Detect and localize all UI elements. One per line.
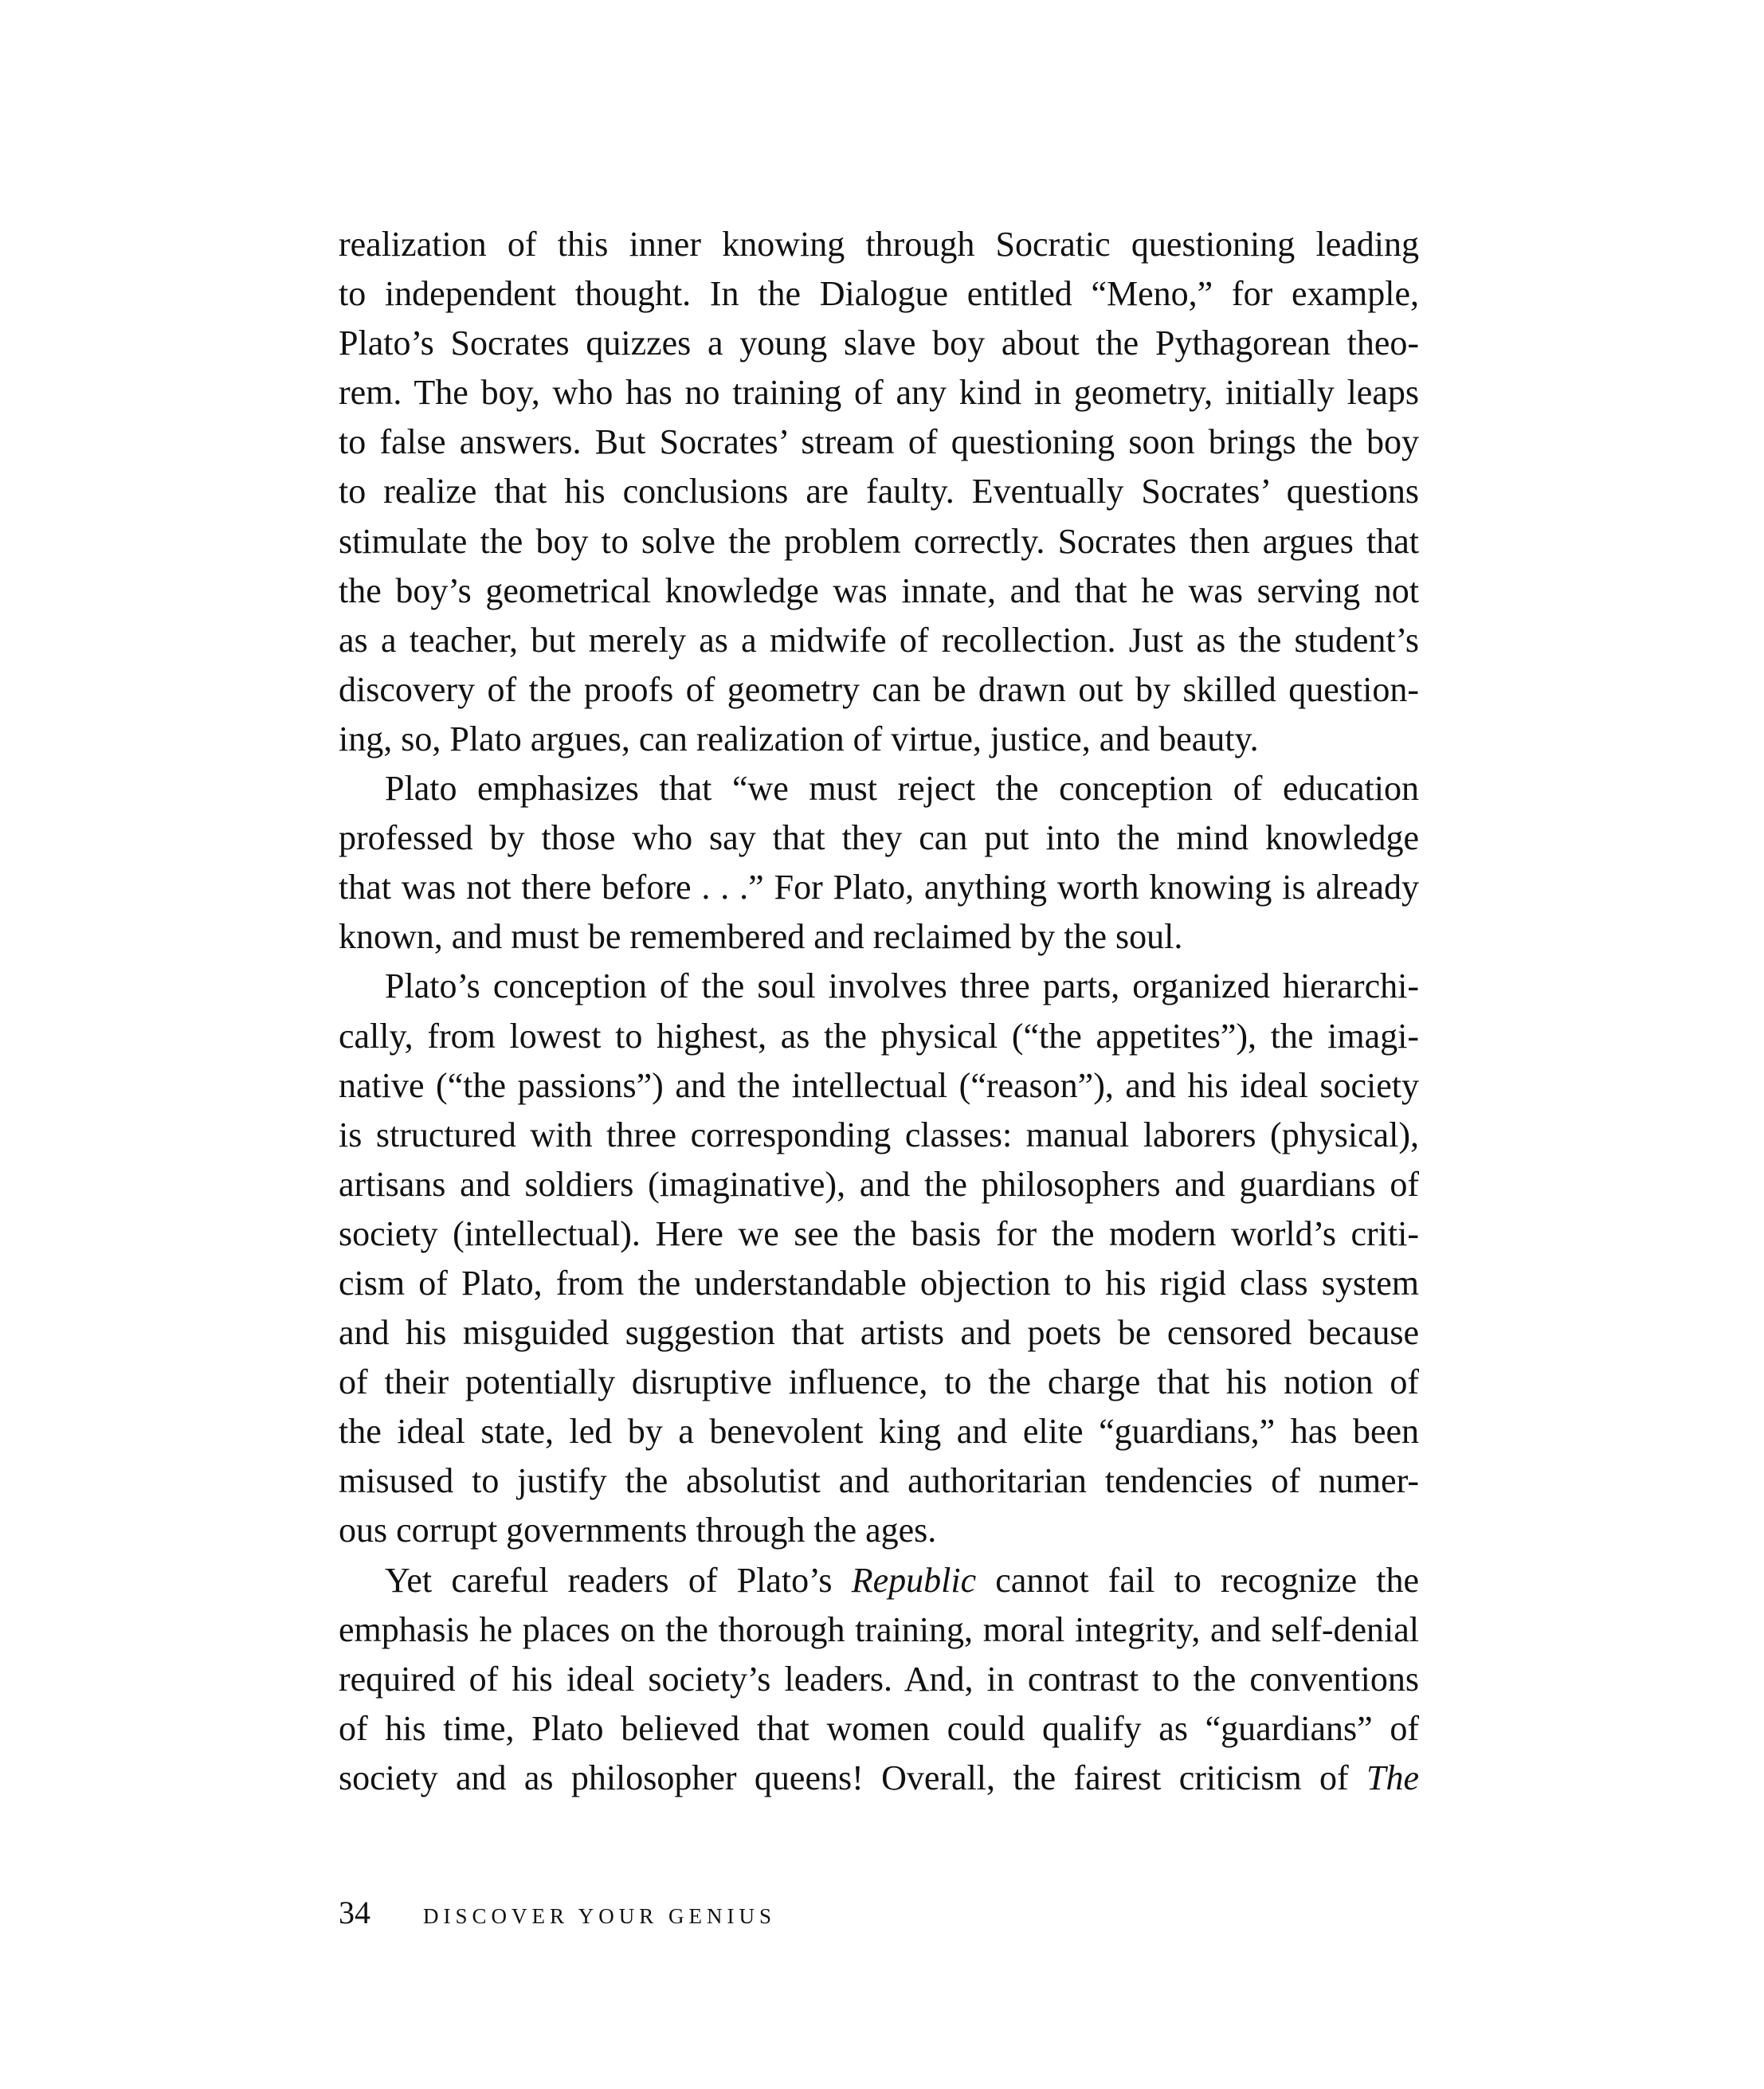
- text-line: Plato’s conception of the soul involves three parts, organized hierarchi-: [385, 966, 1419, 1006]
- text-line: professed by those who say that they can put into the mind knowledge: [339, 818, 1419, 858]
- text-run: cannot fail to recognize the: [976, 1560, 1419, 1600]
- running-head: DISCOVER YOUR GENIUS: [423, 1904, 777, 1928]
- text-line: cism of Plato, from the understandable objection to his rigid class system: [339, 1263, 1419, 1303]
- text-line: native (“the passions”) and the intellectual (“reason”), and his ideal society: [339, 1065, 1419, 1105]
- text-line: as a teacher, but merely as a midwife of recollection. Just as the student’s: [339, 620, 1419, 660]
- text-line: ous corrupt governments through the ages.: [339, 1511, 937, 1550]
- text-run: society and as philosopher queens! Overall, the fairest criticism of: [339, 1758, 1366, 1797]
- text-line: cally, from lowest to highest, as the physical (“the appetites”), the imagi-: [339, 1016, 1419, 1056]
- text-line: [339, 1556, 1419, 1605]
- paragraph-3: [339, 962, 1419, 1555]
- text-line: known, and must be remembered and reclaimed by the soul.: [339, 917, 1183, 957]
- paragraph-4: [339, 1556, 1419, 1803]
- book-title-the: The: [1366, 1758, 1419, 1797]
- page-footer: [339, 1893, 776, 1933]
- paragraph-1: [339, 220, 1419, 764]
- text-line: stimulate the boy to solve the problem correctly. Socrates then argues that: [339, 521, 1419, 561]
- text-line: artisans and soldiers (imaginative), and the philosophers and guardians of: [339, 1164, 1419, 1204]
- text-line: to false answers. But Socrates’ stream of questioning soon brings the boy: [339, 422, 1419, 462]
- text-line: of their potentially disruptive influence, to the charge that his notion of: [339, 1362, 1419, 1402]
- text-line: ing, so, Plato argues, can realization of virtue, justice, and beauty.: [339, 719, 1259, 758]
- text-line: Plato’s Socrates quizzes a young slave boy about the Pythagorean theo-: [339, 323, 1419, 363]
- paragraph-2: [339, 764, 1419, 962]
- text-line: realization of this inner knowing through Socratic questioning leading: [339, 225, 1419, 264]
- text-line: to realize that his conclusions are faulty. Eventually Socrates’ questions: [339, 472, 1419, 511]
- text-line: and his misguided suggestion that artists and poets be censored because: [339, 1313, 1419, 1353]
- text-line: society (intellectual). Here we see the basis for the modern world’s criti-: [339, 1213, 1419, 1253]
- text-line: Plato emphasizes that “we must reject the conception of education: [385, 769, 1419, 809]
- body-text: [339, 220, 1419, 1803]
- text-line: [339, 1754, 1419, 1803]
- text-run: Yet careful readers of Plato’s: [385, 1560, 852, 1600]
- text-line: rem. The boy, who has no training of any kind in geometry, initially leaps: [339, 373, 1419, 413]
- text-line: discovery of the proofs of geometry can be drawn out by skilled question-: [339, 669, 1419, 709]
- text-line: is structured with three corresponding classes: manual laborers (physical),: [339, 1115, 1419, 1154]
- text-line: required of his ideal society’s leaders. And, in contrast to the conventions: [339, 1659, 1419, 1699]
- text-line: misused to justify the absolutist and authoritarian tendencies of numer-: [339, 1461, 1419, 1501]
- text-line: of his time, Plato believed that women could qualify as “guardians” of: [339, 1708, 1419, 1748]
- text-line: the ideal state, led by a benevolent king and elite “guardians,” has been: [339, 1412, 1419, 1452]
- text-line: emphasis he places on the thorough training, moral integrity, and self-denial: [339, 1609, 1419, 1649]
- text-line: the boy’s geometrical knowledge was innate, and that he was serving not: [339, 570, 1419, 610]
- book-title-republic: Republic: [851, 1560, 977, 1600]
- page-number: 34: [339, 1895, 370, 1930]
- text-line: to independent thought. In the Dialogue entitled “Meno,” for example,: [339, 274, 1419, 314]
- text-line: that was not there before . . .” For Plato, anything worth knowing is already: [339, 868, 1419, 907]
